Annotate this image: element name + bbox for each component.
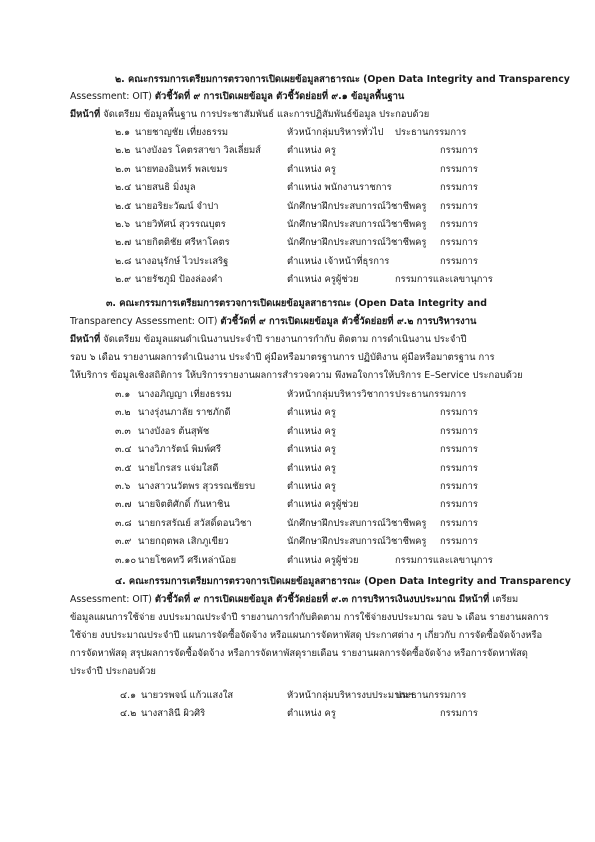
member-row bbox=[0, 407, 595, 419]
oit-label: Assessment: OIT) bbox=[70, 594, 152, 605]
member-name: นางบังอร ต้นสุพัช bbox=[138, 425, 210, 437]
section4-paragraph-3: การจัดหาพัสดุ สรุปผลการจัดซื้อจัดจ้าง หรือการจัดหาพัสดุรายเดือน รายงานผลการจัดซื้อจัดจ้าง หรือการจัดหาพัสดุ bbox=[70, 648, 528, 659]
duty-label: มีหน้าที่ bbox=[70, 334, 101, 345]
member-name: นายวรพจน์ แก้วแสงใส bbox=[141, 690, 234, 701]
member-role: กรรมการ bbox=[440, 182, 478, 194]
section3-paragraph-3: ให้บริการ ข้อมูลเชิงสถิติการ ให้บริการรายงานผลการสำรวจความ พึงพอใจการให้บริการ E–Service ประกอบด้วย bbox=[70, 370, 523, 381]
member-row bbox=[0, 536, 595, 548]
member-position: ตำแหน่ง ครู bbox=[287, 425, 336, 437]
member-number: ๔.๑ bbox=[120, 690, 137, 701]
member-name: นางบังอร โคตรสาขา วิลเลี่ยมส์ bbox=[135, 145, 261, 157]
member-name: นายจิตติศักดิ์ กันหาชิน bbox=[138, 499, 230, 511]
section2-heading-line1: ๒. คณะกรรมการเตรียมการตรวจการเปิดเผยข้อมูลสาธารณะ (Open Data Integrity and Transparency bbox=[115, 74, 570, 85]
section4-paragraph-2: ใช้จ่าย งบประมาณประจำปี แผนการจัดซื้อจัดจ้าง หรือแผนการจัดหาพัสดุ ประกาศต่าง ๆ เกี่ยวกับ การจัดซื้อจัดจ้างหรือ bbox=[70, 630, 543, 641]
member-number: ๒.๖ bbox=[115, 219, 131, 230]
member-position: ตำแหน่ง ครู bbox=[287, 145, 336, 157]
duty-text: จัดเตรียม ข้อมูลแผนดำเนินงานประจำปี รายงานการกำกับ ติดตาม การดำเนินงาน ประจำปี bbox=[103, 334, 467, 345]
member-number: ๓.๙ bbox=[115, 536, 132, 548]
member-number: ๓.๑๐ bbox=[115, 554, 137, 566]
member-row bbox=[0, 481, 595, 493]
member-role: กรรมการ bbox=[440, 481, 478, 492]
member-name: นางรุ่งนภาลัย ราชภักดี bbox=[138, 407, 231, 419]
member-name: นายวิทัศน์ สุวรรณบุตร bbox=[135, 219, 226, 230]
section4-paragraph-4: ประจำปี ประกอบด้วย bbox=[70, 666, 156, 677]
indicator-label: ตัวชี้วัดที่ ๙ การเปิดเผยข้อมูล ตัวชี้วัดย่อยที่ ๙.๓ การบริหารเงินงบประมาณ มีหน้าที่ bbox=[154, 594, 490, 605]
member-name: นายอริยะวัฒน์ จำปา bbox=[135, 200, 219, 212]
section4-paragraph-1: ข้อมูลแผนการใช้จ่าย งบประมาณประจำปี รายงานการกำกับติดตาม การใช้จ่ายงบประมาณ รอบ ๖ เดือน รายงานผลการ bbox=[70, 612, 549, 623]
member-role: กรรมการ bbox=[440, 145, 478, 157]
member-row bbox=[0, 256, 595, 268]
member-number: ๒.๘ bbox=[115, 255, 132, 267]
member-position: ตำแหน่ง ครู bbox=[287, 481, 336, 492]
member-name: นายรัชภูมิ ป้องล่องคำ bbox=[135, 274, 223, 286]
member-row bbox=[0, 237, 595, 249]
section3-paragraph-2: รอบ ๖ เดือน รายงานผลการดำเนินงาน ประจำปี คู่มือหรือมาตรฐานการ ปฏิบัติงาน คู่มือหรือมาตรฐาน การ bbox=[70, 352, 495, 363]
member-row bbox=[0, 219, 595, 231]
section4-heading-line1: ๔. คณะกรรมการเตรียมการตรวจการเปิดเผยข้อมูลสาธารณะ (Open Data Integrity and Transparency bbox=[115, 576, 571, 587]
member-role: กรรมการ bbox=[440, 499, 478, 511]
oit-label: Assessment: OIT) bbox=[70, 91, 152, 102]
member-row bbox=[0, 145, 595, 157]
member-name: นางสาลินี ผิวศิริ bbox=[141, 708, 206, 720]
member-name: นายโชคทวี ศรีเหล่าน้อย bbox=[138, 554, 237, 566]
member-row bbox=[0, 201, 595, 213]
member-number: ๒.๔ bbox=[115, 182, 132, 194]
member-position: ตำแหน่ง ครู bbox=[287, 407, 336, 419]
member-role: กรรมการและเลขานุการ bbox=[395, 274, 493, 286]
member-name: นายไกรสร แจ่มใสดี bbox=[138, 462, 219, 474]
member-name: นางสาวนวัตพร สุวรรณชัยรบ bbox=[138, 481, 256, 492]
member-role: กรรมการ bbox=[440, 237, 478, 249]
member-role: กรรมการ bbox=[440, 536, 478, 548]
member-role: กรรมการ bbox=[440, 517, 478, 529]
member-position: ตำแหน่ง ครู bbox=[287, 462, 336, 474]
member-position: ตำแหน่ง ครูผู้ช่วย bbox=[287, 554, 359, 566]
member-role: กรรมการ bbox=[440, 708, 478, 720]
member-name: นายสนธิ มิ่งมูล bbox=[135, 182, 196, 194]
member-role: กรรมการ bbox=[440, 255, 478, 267]
member-row bbox=[0, 444, 595, 456]
duty-text: จัดเตรียม ข้อมูลพื้นฐาน การประชาสัมพันธ์ และการปฏิสัมพันธ์ข้อมูล ประกอบด้วย bbox=[103, 109, 430, 120]
member-row bbox=[0, 690, 595, 702]
member-name: นางอนุรักษ์ ไวประเสริฐ bbox=[135, 255, 229, 267]
oit-label: Transparency Assessment: OIT) bbox=[70, 316, 218, 327]
member-position: ตำแหน่ง ครู bbox=[287, 708, 336, 720]
member-row bbox=[0, 499, 595, 511]
member-name: นายชาญชัย เที่ยงธรรม bbox=[135, 127, 229, 138]
member-name: นางอภิญญา เที่ยงธรรม bbox=[138, 389, 232, 400]
member-number: ๒.๕ bbox=[115, 200, 132, 212]
member-number: ๔.๒ bbox=[120, 708, 137, 720]
member-number: ๓.๒ bbox=[115, 407, 131, 419]
member-name: นางวิภารัตน์ พิมพ์ศรี bbox=[138, 444, 221, 456]
member-row bbox=[0, 164, 595, 176]
member-number: ๓.๑ bbox=[115, 389, 131, 400]
member-position: ตำแหน่ง เจ้าหน้าที่ธุรการ bbox=[287, 255, 390, 267]
member-number: ๓.๗ bbox=[115, 499, 132, 511]
member-role: ประธานกรรมการ bbox=[395, 127, 467, 138]
member-row bbox=[0, 182, 595, 194]
member-position: นักศึกษาฝึกประสบการณ์วิชาชีพครู bbox=[287, 517, 427, 529]
member-role: กรรมการ bbox=[440, 462, 478, 474]
member-position: หัวหน้ากลุ่มบริหารงบประมาณฯ bbox=[287, 690, 414, 701]
member-row bbox=[0, 426, 595, 438]
member-position: นักศึกษาฝึกประสบการณ์วิชาชีพครู bbox=[287, 200, 427, 212]
member-number: ๒.๑ bbox=[115, 127, 131, 138]
member-number: ๒.๙ bbox=[115, 274, 132, 286]
member-row bbox=[0, 463, 595, 475]
section3-duty bbox=[70, 334, 467, 346]
member-name: นายกฤตพล เสิกภูเขียว bbox=[138, 536, 229, 548]
member-role: กรรมการ bbox=[440, 425, 478, 437]
member-position: ตำแหน่ง ครู bbox=[287, 163, 336, 175]
member-role: กรรมการ bbox=[440, 219, 478, 230]
member-role: ประธานกรรมการ bbox=[395, 690, 467, 701]
section2-duty bbox=[70, 109, 429, 121]
member-position: หัวหน้ากลุ่มบริหารวิชาการ bbox=[287, 389, 395, 400]
member-role: กรรมการ bbox=[440, 200, 478, 212]
member-number: ๒.๓ bbox=[115, 163, 131, 175]
member-name: นายกรสรัณย์ สวัสดิ์ดอนวิชา bbox=[138, 517, 252, 529]
indicator-label: ตัวชี้วัดที่ ๙ การเปิดเผยข้อมูล ตัวชี้วัดย่อยที่ ๙.๑ ข้อมูลพื้นฐาน bbox=[154, 91, 405, 102]
member-row bbox=[0, 555, 595, 567]
member-role: กรรมการ bbox=[440, 444, 478, 456]
section3-heading-line2 bbox=[70, 316, 476, 328]
section4-heading-line2 bbox=[70, 594, 518, 606]
member-name: นายกิตติชัย ศรีหาโคตร bbox=[135, 237, 230, 249]
member-row bbox=[0, 127, 595, 139]
member-number: ๓.๘ bbox=[115, 517, 132, 529]
member-row bbox=[0, 518, 595, 530]
member-position: ตำแหน่ง ครูผู้ช่วย bbox=[287, 499, 359, 511]
indicator-label: ตัวชี้วัดที่ ๙ การเปิดเผยข้อมูล ตัวชี้วัดย่อยที่ ๙.๒ การบริหารงาน bbox=[220, 316, 477, 327]
member-position: ตำแหน่ง ครู bbox=[287, 444, 336, 456]
duty-label: มีหน้าที่ bbox=[70, 109, 101, 120]
member-position: นักศึกษาฝึกประสบการณ์วิชาชีพครู bbox=[287, 536, 427, 548]
member-position: ตำแหน่ง พนักงานราชการ bbox=[287, 182, 392, 194]
member-role: กรรมการ bbox=[440, 407, 478, 419]
member-name: นายทองอินทร์ พลเขมร bbox=[135, 163, 228, 175]
member-position: ตำแหน่ง ครูผู้ช่วย bbox=[287, 274, 359, 286]
member-role: กรรมการ bbox=[440, 163, 478, 175]
member-row bbox=[0, 274, 595, 286]
member-number: ๒.๒ bbox=[115, 145, 131, 157]
section2-heading-line2 bbox=[70, 91, 404, 103]
member-number: ๓.๓ bbox=[115, 425, 131, 437]
member-number: ๓.๔ bbox=[115, 444, 132, 456]
member-role: กรรมการและเลขานุการ bbox=[395, 554, 493, 566]
member-number: ๓.๖ bbox=[115, 481, 131, 492]
duty-text: เตรียม bbox=[492, 594, 519, 605]
member-row bbox=[0, 389, 595, 401]
member-role: ประธานกรรมการ bbox=[395, 389, 467, 400]
member-position: นักศึกษาฝึกประสบการณ์วิชาชีพครู bbox=[287, 219, 427, 230]
member-row bbox=[0, 708, 595, 720]
member-position: หัวหน้ากลุ่มบริหารทั่วไป bbox=[287, 127, 384, 138]
member-number: ๓.๕ bbox=[115, 462, 132, 474]
member-position: นักศึกษาฝึกประสบการณ์วิชาชีพครู bbox=[287, 237, 427, 249]
section3-heading-line1: ๓. คณะกรรมการเตรียมการตรวจการเปิดเผยข้อมูลสาธารณะ (Open Data Integrity and bbox=[106, 298, 487, 309]
member-number: ๒.๗ bbox=[115, 237, 132, 249]
